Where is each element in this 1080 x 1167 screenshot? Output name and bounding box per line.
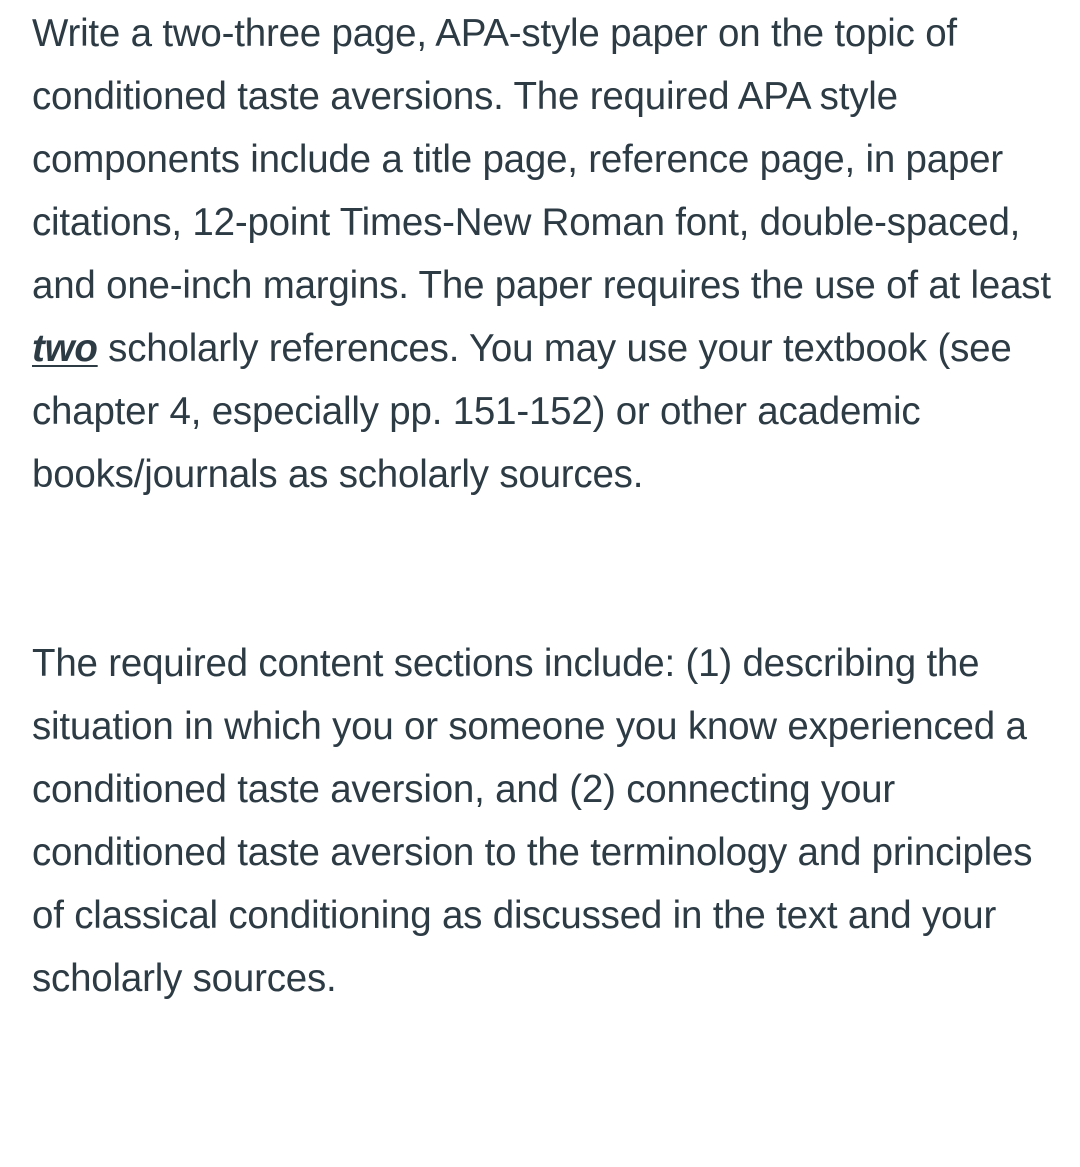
requirements-text-end: scholarly references. You may use your textbook (see chapter 4, especially pp. 151-152) or other academic books/journals as scholarly sources. <box>32 327 1012 496</box>
emphasized-word: two <box>32 327 98 370</box>
instructions-paragraph-content-sections: The required content sections include: (1) describing the situation in which you or someone you know experienced a conditioned taste aversion, and (2) connecting your conditioned taste aversion to the terminology and principles of classical conditioning as discussed in the text and your scholarly sources. <box>32 642 1033 1000</box>
instructions-paragraph-requirements <box>32 2 1062 506</box>
requirements-text-start: Write a two-three page, APA-style paper on the topic of conditioned taste aversions. The required APA style components include a title page, reference page, in paper citations, 12-point Times-New Roman font, double-spaced, and one-inch margins. The paper requires the use of at least <box>32 12 1051 307</box>
assignment-instructions <box>32 2 1062 1010</box>
